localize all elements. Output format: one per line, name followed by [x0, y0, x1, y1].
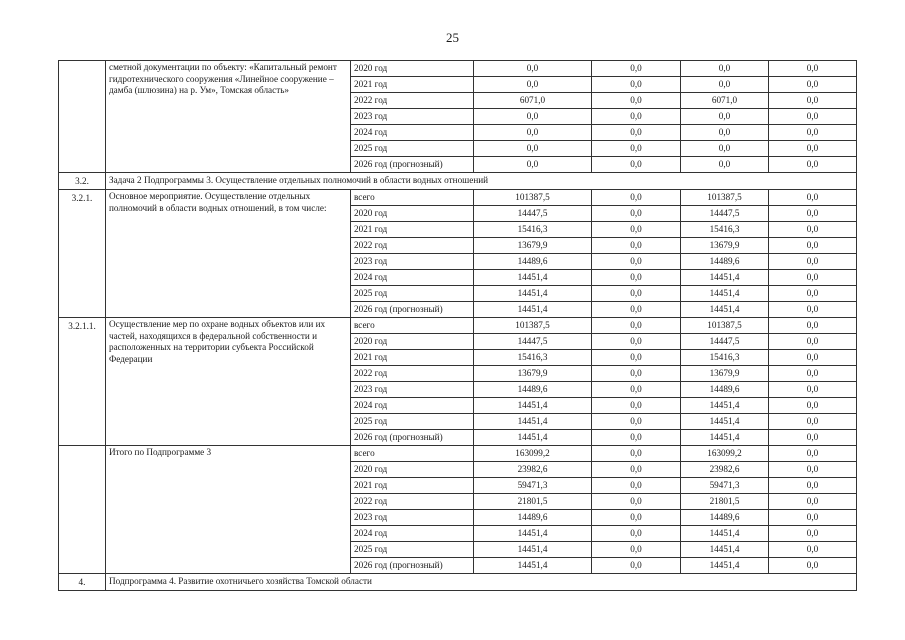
value-regional-cell: 14451,4 — [681, 414, 769, 430]
value-federal-cell: 0,0 — [592, 430, 681, 446]
period-cell: 2021 год — [351, 77, 474, 93]
value-federal-cell: 0,0 — [592, 478, 681, 494]
value-other-cell: 0,0 — [769, 93, 857, 109]
value-regional-cell: 14451,4 — [681, 302, 769, 318]
value-other-cell: 0,0 — [769, 542, 857, 558]
value-regional-cell: 15416,3 — [681, 350, 769, 366]
value-total-cell: 14451,4 — [474, 398, 592, 414]
period-cell: 2026 год (прогнозный) — [351, 302, 474, 318]
value-total-cell: 13679,9 — [474, 238, 592, 254]
period-cell: 2023 год — [351, 254, 474, 270]
period-cell: 2021 год — [351, 478, 474, 494]
value-regional-cell: 0,0 — [681, 77, 769, 93]
table-row — [59, 446, 857, 462]
value-federal-cell: 0,0 — [592, 254, 681, 270]
value-federal-cell: 0,0 — [592, 318, 681, 334]
value-regional-cell: 14451,4 — [681, 542, 769, 558]
value-federal-cell: 0,0 — [592, 206, 681, 222]
task-title: Задача 2 Подпрограммы 3. Осуществление отдельных полномочий в области водных отношений — [106, 173, 857, 190]
value-regional-cell: 14447,5 — [681, 334, 769, 350]
period-cell: 2022 год — [351, 93, 474, 109]
value-total-cell: 14489,6 — [474, 382, 592, 398]
value-regional-cell: 21801,5 — [681, 494, 769, 510]
value-other-cell: 0,0 — [769, 318, 857, 334]
value-other-cell: 0,0 — [769, 398, 857, 414]
table-row — [59, 190, 857, 206]
value-total-cell: 14489,6 — [474, 510, 592, 526]
period-cell: 2026 год (прогнозный) — [351, 430, 474, 446]
value-total-cell: 14451,4 — [474, 270, 592, 286]
value-other-cell: 0,0 — [769, 430, 857, 446]
value-regional-cell: 14451,4 — [681, 430, 769, 446]
value-regional-cell: 59471,3 — [681, 478, 769, 494]
value-total-cell: 0,0 — [474, 77, 592, 93]
value-other-cell: 0,0 — [769, 558, 857, 574]
value-total-cell: 14451,4 — [474, 558, 592, 574]
period-cell: 2024 год — [351, 125, 474, 141]
value-federal-cell: 0,0 — [592, 462, 681, 478]
value-regional-cell: 163099,2 — [681, 446, 769, 462]
value-federal-cell: 0,0 — [592, 558, 681, 574]
value-federal-cell: 0,0 — [592, 446, 681, 462]
table-body — [59, 61, 857, 591]
value-total-cell: 14451,4 — [474, 302, 592, 318]
value-regional-cell: 0,0 — [681, 109, 769, 125]
value-other-cell: 0,0 — [769, 109, 857, 125]
value-other-cell: 0,0 — [769, 462, 857, 478]
value-total-cell: 0,0 — [474, 141, 592, 157]
value-regional-cell: 14451,4 — [681, 270, 769, 286]
value-federal-cell: 0,0 — [592, 510, 681, 526]
value-federal-cell: 0,0 — [592, 382, 681, 398]
period-cell: 2025 год — [351, 286, 474, 302]
period-cell: 2026 год (прогнозный) — [351, 558, 474, 574]
value-total-cell: 59471,3 — [474, 478, 592, 494]
value-federal-cell: 0,0 — [592, 366, 681, 382]
value-regional-cell: 14451,4 — [681, 526, 769, 542]
value-regional-cell: 13679,9 — [681, 238, 769, 254]
value-regional-cell: 0,0 — [681, 61, 769, 77]
value-other-cell: 0,0 — [769, 382, 857, 398]
value-other-cell: 0,0 — [769, 270, 857, 286]
value-other-cell: 0,0 — [769, 286, 857, 302]
period-cell: 2023 год — [351, 510, 474, 526]
section-description: Осуществление мер по охране водных объектов или их частей, находящихся в федеральной собственности и расположенных на территории субъекта Российской Федерации — [106, 318, 351, 446]
period-cell: 2022 год — [351, 238, 474, 254]
period-cell: 2025 год — [351, 141, 474, 157]
value-federal-cell: 0,0 — [592, 157, 681, 173]
value-total-cell: 21801,5 — [474, 494, 592, 510]
value-regional-cell: 14447,5 — [681, 206, 769, 222]
value-federal-cell: 0,0 — [592, 222, 681, 238]
value-other-cell: 0,0 — [769, 494, 857, 510]
period-cell: 2025 год — [351, 542, 474, 558]
value-federal-cell: 0,0 — [592, 190, 681, 206]
value-federal-cell: 0,0 — [592, 286, 681, 302]
period-cell: 2025 год — [351, 414, 474, 430]
value-total-cell: 15416,3 — [474, 350, 592, 366]
value-federal-cell: 0,0 — [592, 414, 681, 430]
value-other-cell: 0,0 — [769, 238, 857, 254]
value-total-cell: 14489,6 — [474, 254, 592, 270]
value-regional-cell: 0,0 — [681, 157, 769, 173]
value-federal-cell: 0,0 — [592, 350, 681, 366]
section-description: Итого по Подпрограмме 3 — [106, 446, 351, 574]
value-federal-cell: 0,0 — [592, 302, 681, 318]
value-total-cell: 0,0 — [474, 61, 592, 77]
period-cell: всего — [351, 446, 474, 462]
value-other-cell: 0,0 — [769, 334, 857, 350]
value-other-cell: 0,0 — [769, 446, 857, 462]
value-other-cell: 0,0 — [769, 478, 857, 494]
value-federal-cell: 0,0 — [592, 270, 681, 286]
period-cell: 2024 год — [351, 526, 474, 542]
task-row — [59, 173, 857, 190]
period-cell: 2020 год — [351, 334, 474, 350]
value-federal-cell: 0,0 — [592, 93, 681, 109]
task-row — [59, 574, 857, 591]
value-total-cell: 14451,4 — [474, 414, 592, 430]
value-other-cell: 0,0 — [769, 190, 857, 206]
section-code — [59, 446, 106, 574]
period-cell: 2023 год — [351, 382, 474, 398]
period-cell: 2026 год (прогнозный) — [351, 157, 474, 173]
value-federal-cell: 0,0 — [592, 238, 681, 254]
period-cell: 2022 год — [351, 366, 474, 382]
period-cell: 2021 год — [351, 222, 474, 238]
value-federal-cell: 0,0 — [592, 141, 681, 157]
value-total-cell: 101387,5 — [474, 190, 592, 206]
value-total-cell: 0,0 — [474, 125, 592, 141]
value-regional-cell: 14489,6 — [681, 254, 769, 270]
value-regional-cell: 14451,4 — [681, 286, 769, 302]
value-federal-cell: 0,0 — [592, 398, 681, 414]
value-total-cell: 14451,4 — [474, 286, 592, 302]
value-total-cell: 14451,4 — [474, 526, 592, 542]
section-code: 3.2. — [59, 173, 106, 190]
period-cell: всего — [351, 190, 474, 206]
value-regional-cell: 101387,5 — [681, 318, 769, 334]
value-total-cell: 13679,9 — [474, 366, 592, 382]
value-federal-cell: 0,0 — [592, 109, 681, 125]
value-federal-cell: 0,0 — [592, 61, 681, 77]
value-regional-cell: 14451,4 — [681, 558, 769, 574]
value-regional-cell: 6071,0 — [681, 93, 769, 109]
value-other-cell: 0,0 — [769, 350, 857, 366]
value-other-cell: 0,0 — [769, 366, 857, 382]
section-code — [59, 61, 106, 173]
value-federal-cell: 0,0 — [592, 526, 681, 542]
value-total-cell: 101387,5 — [474, 318, 592, 334]
value-other-cell: 0,0 — [769, 414, 857, 430]
value-other-cell: 0,0 — [769, 141, 857, 157]
value-total-cell: 0,0 — [474, 157, 592, 173]
period-cell: 2020 год — [351, 61, 474, 77]
value-other-cell: 0,0 — [769, 125, 857, 141]
budget-table — [58, 60, 857, 591]
value-regional-cell: 14489,6 — [681, 510, 769, 526]
value-regional-cell: 15416,3 — [681, 222, 769, 238]
value-regional-cell: 23982,6 — [681, 462, 769, 478]
section-code: 3.2.1.1. — [59, 318, 106, 446]
task-title: Подпрограмма 4. Развитие охотничьего хозяйства Томской области — [106, 574, 857, 591]
value-other-cell: 0,0 — [769, 510, 857, 526]
section-description: сметной документации по объекту: «Капитальный ремонт гидротехнического сооружения «Линейное сооружение – дамба (шлюзина) на р. Ум», Томская область» — [106, 61, 351, 173]
value-regional-cell: 14451,4 — [681, 398, 769, 414]
value-other-cell: 0,0 — [769, 206, 857, 222]
value-regional-cell: 0,0 — [681, 141, 769, 157]
table-row — [59, 318, 857, 334]
period-cell: 2022 год — [351, 494, 474, 510]
value-regional-cell: 14489,6 — [681, 382, 769, 398]
period-cell: 2024 год — [351, 270, 474, 286]
value-total-cell: 14451,4 — [474, 542, 592, 558]
section-code: 4. — [59, 574, 106, 591]
period-cell: 2024 год — [351, 398, 474, 414]
value-total-cell: 14447,5 — [474, 206, 592, 222]
period-cell: 2020 год — [351, 462, 474, 478]
page-number: 25 — [446, 30, 459, 45]
value-federal-cell: 0,0 — [592, 125, 681, 141]
value-regional-cell: 0,0 — [681, 125, 769, 141]
section-code: 3.2.1. — [59, 190, 106, 318]
table-row — [59, 61, 857, 77]
value-other-cell: 0,0 — [769, 61, 857, 77]
period-cell: 2023 год — [351, 109, 474, 125]
value-federal-cell: 0,0 — [592, 77, 681, 93]
value-other-cell: 0,0 — [769, 302, 857, 318]
period-cell: 2021 год — [351, 350, 474, 366]
period-cell: всего — [351, 318, 474, 334]
value-regional-cell: 13679,9 — [681, 366, 769, 382]
value-total-cell: 6071,0 — [474, 93, 592, 109]
value-other-cell: 0,0 — [769, 222, 857, 238]
value-total-cell: 0,0 — [474, 109, 592, 125]
value-other-cell: 0,0 — [769, 157, 857, 173]
value-total-cell: 14447,5 — [474, 334, 592, 350]
value-other-cell: 0,0 — [769, 77, 857, 93]
value-total-cell: 23982,6 — [474, 462, 592, 478]
value-total-cell: 15416,3 — [474, 222, 592, 238]
value-total-cell: 14451,4 — [474, 430, 592, 446]
value-federal-cell: 0,0 — [592, 334, 681, 350]
section-description: Основное мероприятие. Осуществление отдельных полномочий в области водных отношений, в том числе: — [106, 190, 351, 318]
value-other-cell: 0,0 — [769, 254, 857, 270]
value-federal-cell: 0,0 — [592, 494, 681, 510]
period-cell: 2020 год — [351, 206, 474, 222]
value-regional-cell: 101387,5 — [681, 190, 769, 206]
value-total-cell: 163099,2 — [474, 446, 592, 462]
value-federal-cell: 0,0 — [592, 542, 681, 558]
value-other-cell: 0,0 — [769, 526, 857, 542]
